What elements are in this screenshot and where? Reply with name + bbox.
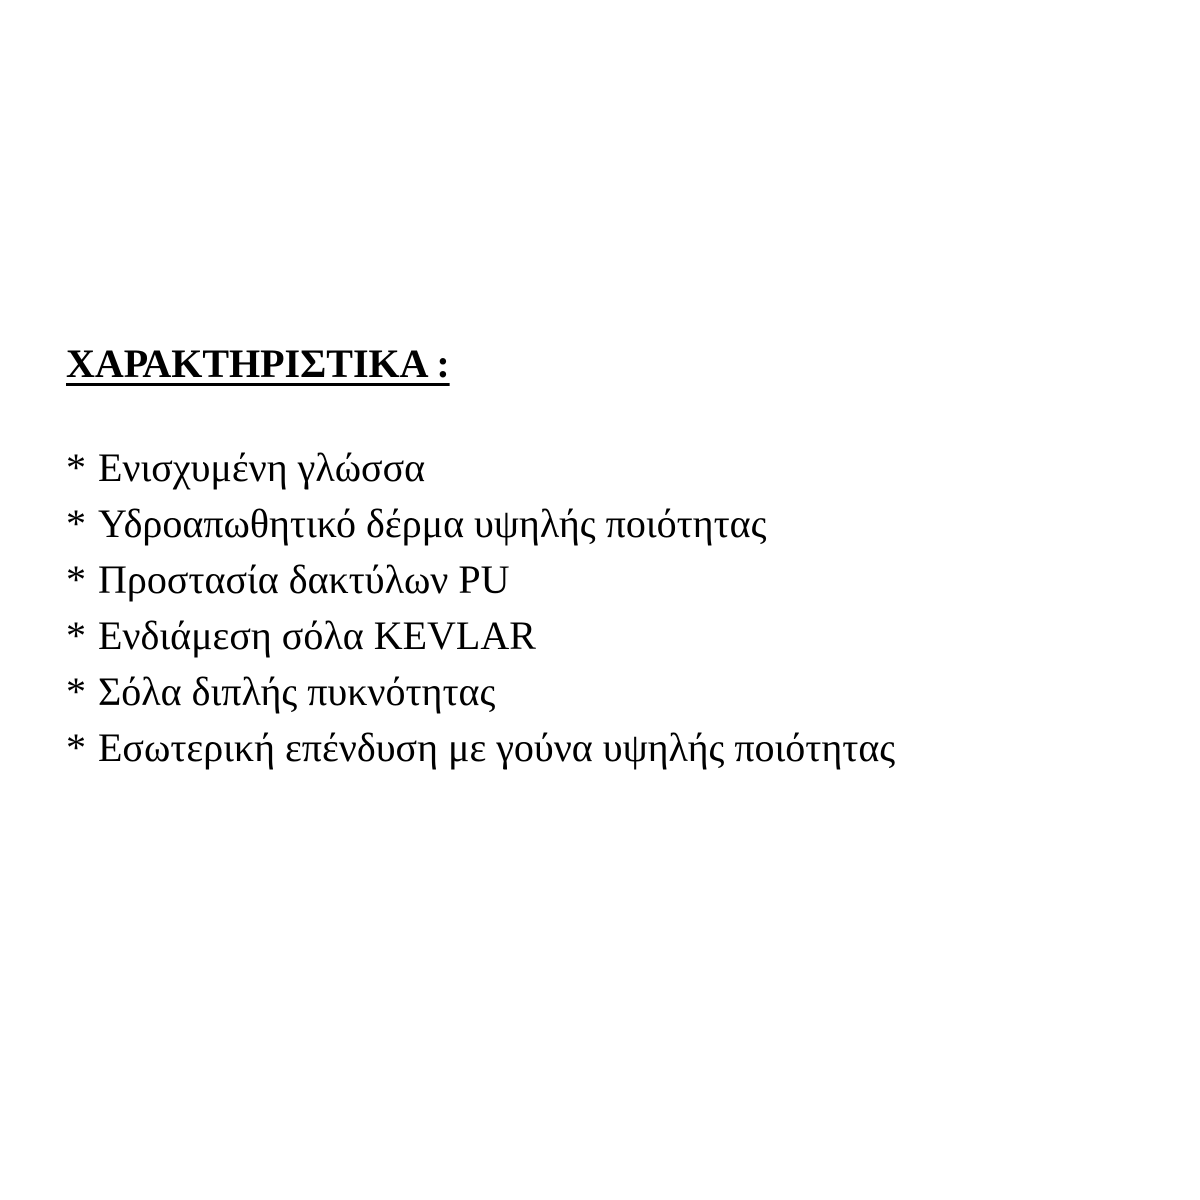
feature-item (66, 440, 1186, 496)
features-list (66, 440, 1186, 776)
bullet-asterisk: * (66, 445, 86, 490)
bullet-asterisk: * (66, 613, 86, 658)
features-heading: ΧΑΡΑΚΤΗΡΙΣΤΙΚΑ : (66, 341, 450, 386)
feature-text: Υδροαπωθητικό δέρμα υψηλής ποιότητας (98, 501, 767, 546)
feature-text: Ενισχυμένη γλώσσα (98, 445, 426, 490)
feature-text: Εσωτερική επένδυση με γούνα υψηλής ποιότητας (98, 725, 896, 770)
feature-item (66, 496, 1186, 552)
bullet-asterisk: * (66, 725, 86, 770)
features-document (66, 340, 1186, 776)
bullet-asterisk: * (66, 501, 86, 546)
feature-text: Ενδιάμεση σόλα KEVLAR (98, 613, 536, 658)
feature-text: Προστασία δακτύλων PU (98, 557, 510, 602)
feature-item (66, 720, 1186, 776)
feature-item (66, 552, 1186, 608)
bullet-asterisk: * (66, 669, 86, 714)
feature-item (66, 608, 1186, 664)
feature-text: Σόλα διπλής πυκνότητας (98, 669, 496, 714)
feature-item (66, 664, 1186, 720)
bullet-asterisk: * (66, 557, 86, 602)
